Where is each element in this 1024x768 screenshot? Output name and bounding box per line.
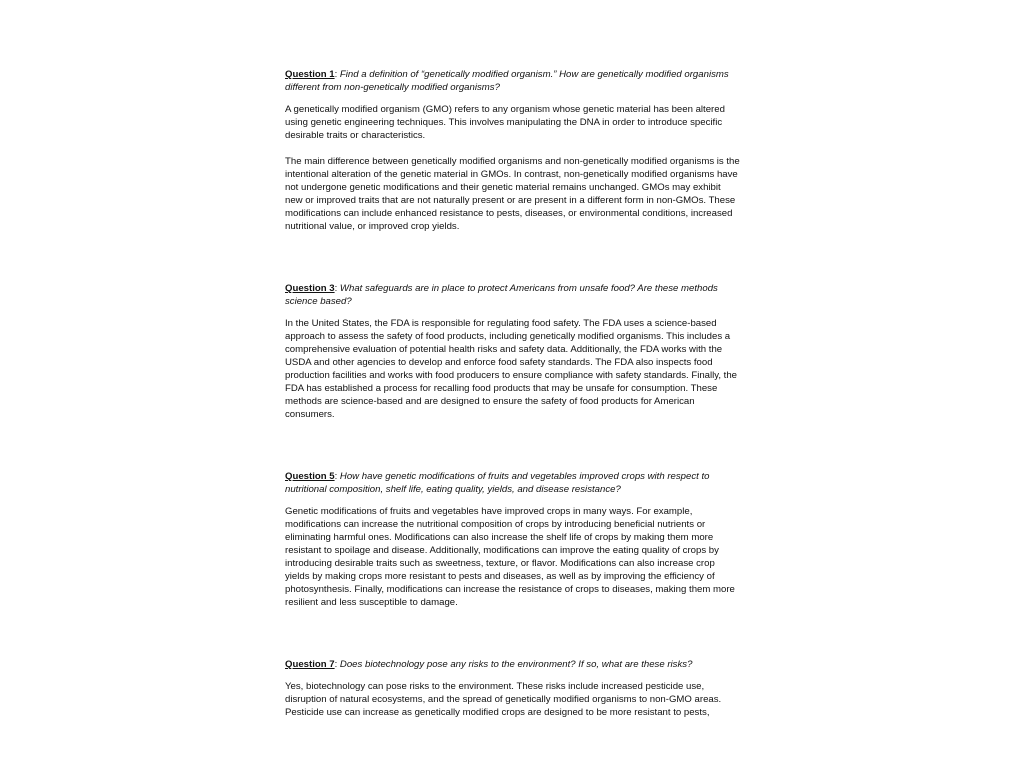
- question-7-separator: :: [334, 659, 340, 670]
- answer-3-paragraph-1: In the United States, the FDA is responsible for regulating food safety. The FDA uses a science-based approach to assess the safety of food products, including genetically modified organisms. This includes a comprehensive evaluation of potential health risks and safety data. Additionally, the FDA works with the USDA and other agencies to develop and enforce food safety standards. The FDA also inspects food production facilities and works with food producers to ensure compliance with safety standards. Finally, the FDA has established a process for recalling food products that may be unsafe for consumption. These methods are science-based and are designed to ensure the safety of food products for American consumers.: [285, 318, 738, 420]
- question-block-1: [285, 68, 740, 233]
- question-7-prompt: [285, 658, 740, 671]
- question-block-7: [285, 658, 740, 719]
- question-5-prompt: [285, 470, 740, 496]
- question-1-label: Question 1: [285, 69, 335, 80]
- question-3-text: What safeguards are in place to protect Americans from unsafe food? Are these methods science based?: [285, 283, 718, 307]
- question-3-label: Question 3: [285, 283, 335, 294]
- question-1-text: Find a definition of “genetically modified organism.” How are genetically modified organisms different from non-genetically modified organisms?: [285, 69, 729, 93]
- question-block-5: [285, 470, 740, 609]
- question-block-3: [285, 282, 740, 421]
- question-1-prompt: [285, 68, 740, 94]
- question-3-separator: :: [334, 283, 340, 294]
- question-5-text: How have genetic modifications of fruits and vegetables improved crops with respect to nutritional composition, shelf life, eating quality, yields, and disease resistance?: [285, 471, 710, 495]
- question-1-separator: :: [334, 69, 340, 80]
- question-3-prompt: [285, 282, 740, 308]
- answer-5-paragraph-1: Genetic modifications of fruits and vegetables have improved crops in many ways. For example, modifications can increase the nutritional composition of crops by introducing beneficial nutrients or eliminating harmful ones. Modifications can also increase the shelf life of crops by making them more resistant to spoilage and disease. Additionally, modifications can improve the eating quality of crops by introducing desirable traits such as sweetness, texture, or flavor. Modifications can also increase crop yields by making crops more resistant to pests and diseases, as well as by improving the efficiency of photosynthesis. Finally, modifications can increase the resistance of crops to diseases, making them more resilient and less susceptible to damage.: [285, 506, 735, 608]
- question-7-label: Question 7: [285, 659, 335, 670]
- question-5-label: Question 5: [285, 471, 335, 482]
- question-7-text: Does biotechnology pose any risks to the environment? If so, what are these risks?: [339, 659, 693, 670]
- answer-7-paragraph-1: Yes, biotechnology can pose risks to the environment. These risks include increased pesticide use, disruption of natural ecosystems, and the spread of genetically modified organisms to non-GMO areas. Pesticide use can increase as genetically modified crops are designed to be more resistant to pests,: [285, 681, 722, 718]
- answer-1-paragraph-1: A genetically modified organism (GMO) refers to any organism whose genetic material has been altered using genetic engineering techniques. This involves manipulating the DNA in order to introduce specific desirable traits or characteristics.: [285, 104, 725, 141]
- answer-1-paragraph-2: The main difference between genetically modified organisms and non-genetically modified organisms is the intentional alteration of the genetic material in GMOs. In contrast, non-genetically modified organisms have not undergone genetic modifications and their genetic material remains unchanged. GMOs may exhibit new or improved traits that are not naturally present or are present in a different form in non-GMOs. These modifications can include enhanced resistance to pests, diseases, or environmental conditions, increased nutritional value, or improved crop yields.: [285, 156, 740, 232]
- question-5-separator: :: [334, 471, 340, 482]
